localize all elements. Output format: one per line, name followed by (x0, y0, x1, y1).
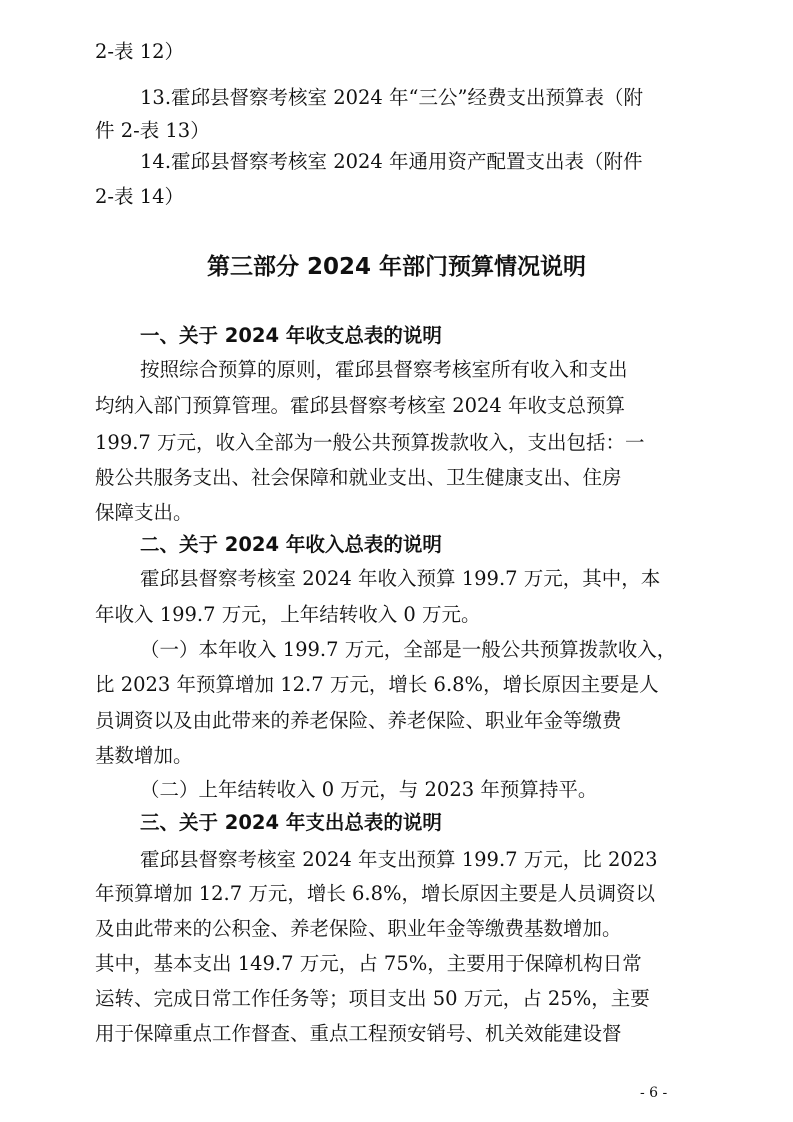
body-line: 用于保障重点工作督查、重点工程预安销号、机关效能建设督 (95, 1022, 622, 1045)
body-line: 霍邱县督察考核室 2024 年支出预算 199.7 万元，比 2023 (140, 848, 658, 871)
body-line: 般公共服务支出、社会保障和就业支出、卫生健康支出、住房 (95, 466, 622, 489)
body-line: 2-表 12） (95, 40, 185, 63)
body-line: 霍邱县督察考核室 2024 年收入预算 199.7 万元，其中，本 (140, 567, 661, 590)
section-heading: 一、关于 2024 年收支总表的说明 (140, 324, 442, 347)
body-line: 保障支出。 (95, 501, 193, 524)
body-line: 运转、完成日常工作任务等；项目支出 50 万元，占 25%，主要 (95, 987, 650, 1010)
page-number: - 6 - (640, 1085, 668, 1101)
body-line: 13.霍邱县督察考核室 2024 年“三公”经费支出预算表（附 (140, 86, 643, 109)
body-line: 199.7 万元，收入全部为一般公共预算拨款收入，支出包括：一 (95, 431, 645, 454)
section-heading: 二、关于 2024 年收入总表的说明 (140, 533, 442, 556)
body-line: 基数增加。 (95, 744, 193, 767)
body-line: （一）本年收入 199.7 万元，全部是一般公共预算拨款收入， (140, 638, 677, 661)
body-line: 比 2023 年预算增加 12.7 万元，增长 6.8%，增长原因主要是人 (95, 673, 659, 696)
body-line: 年收入 199.7 万元，上年结转收入 0 万元。 (95, 603, 481, 626)
body-line: 及由此带来的公积金、养老保险、职业年金等缴费基数增加。 (95, 917, 622, 940)
body-line: 按照综合预算的原则，霍邱县督察考核室所有收入和支出 (140, 358, 628, 381)
body-line: 件 2-表 13） (95, 119, 210, 142)
body-line: 均纳入部门预算管理。霍邱县督察考核室 2024 年收支总预算 (95, 394, 626, 417)
body-line: 其中，基本支出 149.7 万元，占 75%，主要用于保障机构日常 (95, 952, 642, 975)
section-heading: 三、关于 2024 年支出总表的说明 (140, 811, 442, 834)
section-title: 第三部分 2024 年部门预算情况说明 (206, 254, 587, 280)
body-line: 2-表 14） (95, 185, 185, 208)
body-line: 年预算增加 12.7 万元，增长 6.8%，增长原因主要是人员调资以 (95, 882, 656, 905)
body-line: 员调资以及由此带来的养老保险、养老保险、职业年金等缴费 (95, 709, 622, 732)
body-line: （二）上年结转收入 0 万元，与 2023 年预算持平。 (140, 778, 598, 801)
body-line: 14.霍邱县督察考核室 2024 年通用资产配置支出表（附件 (140, 150, 643, 173)
